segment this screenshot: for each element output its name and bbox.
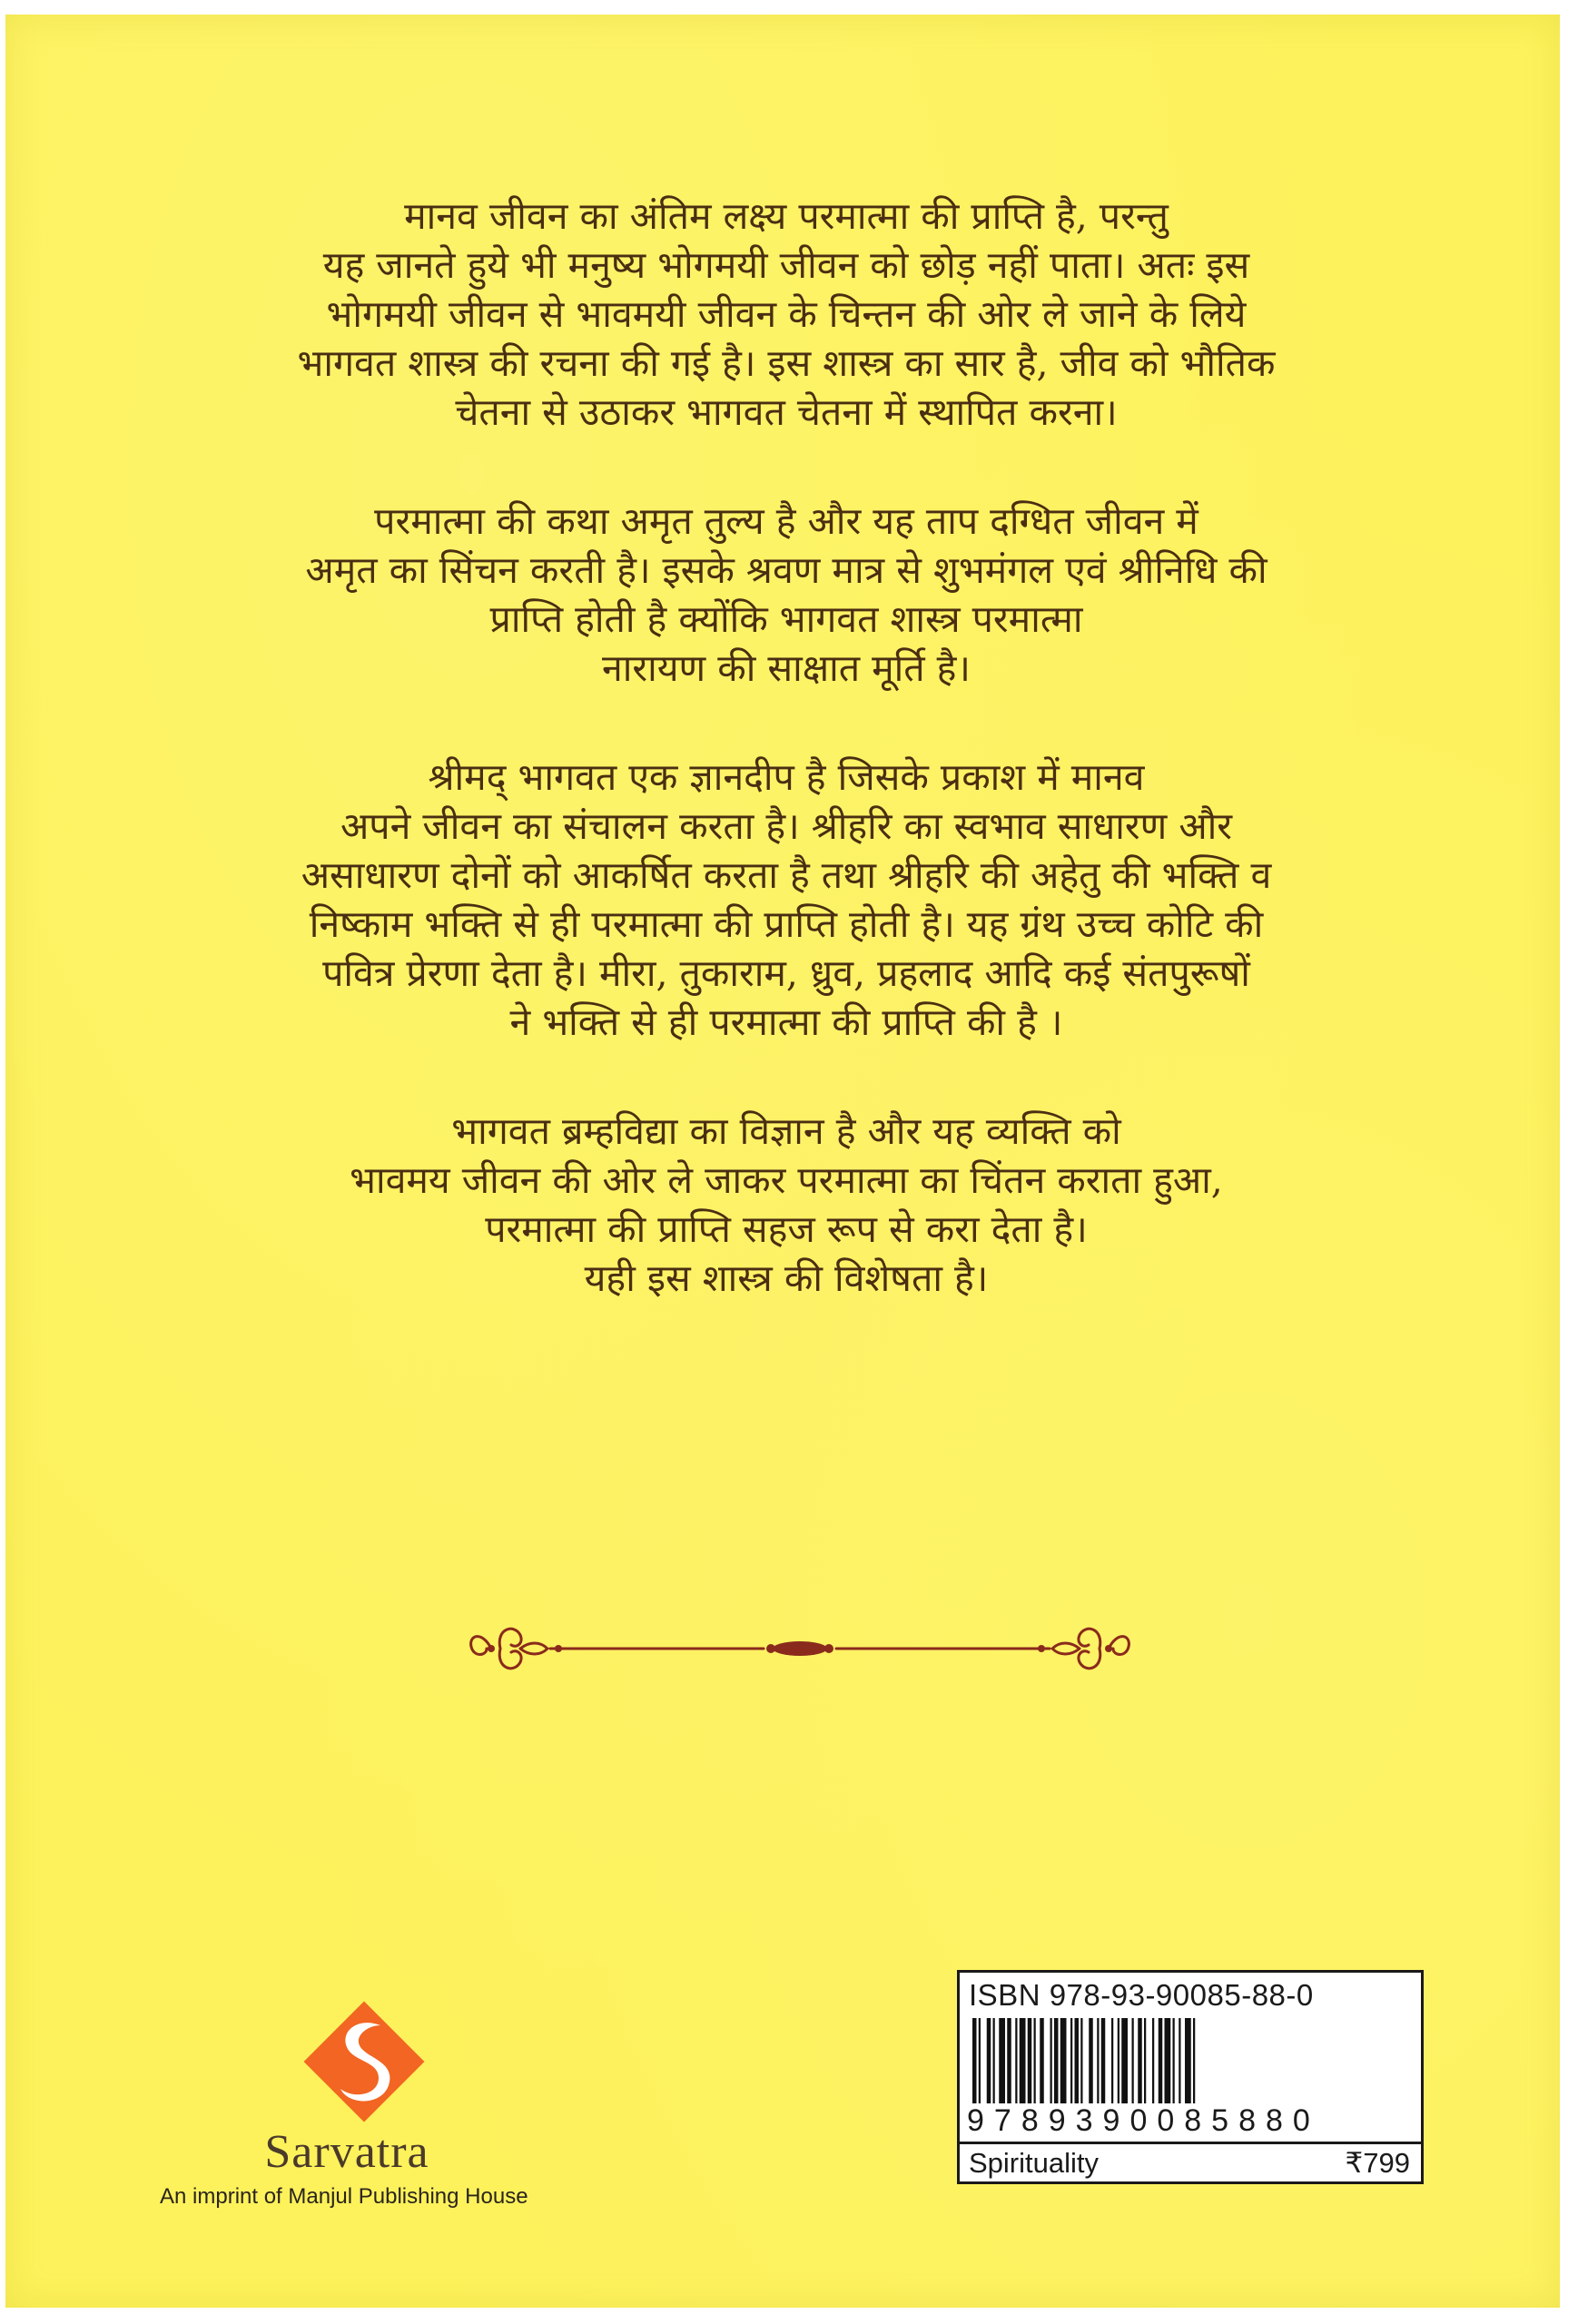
blurb-paragraph-4 [123, 1107, 1449, 1303]
blurb-line: मानव जीवन का अंतिम लक्ष्य परमात्मा की प्राप्ति है, परन्तु [404, 194, 1169, 238]
blurb-paragraph-2 [123, 497, 1449, 693]
isbn-barcode-box [957, 1970, 1424, 2184]
blurb-paragraph-1 [123, 192, 1449, 437]
publisher-logo [160, 1989, 541, 2207]
blurb-line: प्राप्ति होती है क्योंकि भागवत शास्त्र परमात्मा [489, 597, 1083, 641]
blurb-line: चेतना से उठाकर भागवत चेतना में स्थापित करना। [455, 390, 1118, 434]
blurb-line: परमात्मा की कथा अमृत तुल्य है और यह ताप दग्धित जीवन में [374, 499, 1198, 543]
blurb-line: भोगमयी जीवन से भावमयी जीवन के चिन्तन की ओर ले जाने के लिये [326, 292, 1247, 336]
isbn-number: ISBN 978-93-90085-88-0 [969, 1978, 1314, 2012]
blurb-line: निष्काम भक्ति से ही परमात्मा की प्राप्ति होती है। यह ग्रंथ उच्च कोटि की [309, 902, 1264, 946]
isbn-footer-row [960, 2142, 1421, 2184]
blurb-line: भागवत शास्त्र की रचना की गई है। इस शास्त्र का सार है, जीव को भौतिक [297, 341, 1276, 385]
publisher-name: Sarvatra [264, 2126, 429, 2178]
decorative-scroll-divider-icon [464, 1621, 1136, 1676]
blurb-line: यह जानते हुये भी मनुष्य भोगमयी जीवन को छोड़ नहीं पाता। अतः इस [322, 243, 1250, 287]
cover-blurb [123, 192, 1449, 1363]
blurb-line: असाधारण दोनों को आकर्षित करता है तथा श्रीहरि की अहेतु की भक्ति व [301, 853, 1272, 897]
blurb-line: अपने जीवन का संचालन करता है। श्रीहरि का स्वभाव साधारण और [340, 804, 1233, 848]
sarvatra-swan-logo-icon [291, 1989, 437, 2134]
publisher-tagline: An imprint of Manjul Publishing House [160, 2184, 528, 2209]
book-price: ₹799 [1345, 2147, 1410, 2179]
blurb-paragraph-3 [123, 753, 1449, 1047]
blurb-line: अमृत का सिंचन करती है। इसके श्रवण मात्र से शुभमंगल एवं श्रीनिधि की [305, 548, 1267, 592]
blurb-line: ने भक्ति से ही परमात्मा की प्राप्ति की है । [509, 1000, 1063, 1044]
blurb-line: नारायण की साक्षात मूर्ति है। [602, 646, 971, 690]
book-category: Spirituality [969, 2147, 1099, 2179]
blurb-line: पवित्र प्रेरणा देता है। मीरा, तुकाराम, ध्रुव, प्रहलाद आदि कई संतपुरूषों [322, 951, 1250, 995]
blurb-line: भावमय जीवन की ओर ले जाकर परमात्मा का चिंतन कराता हुआ, [350, 1158, 1223, 1202]
blurb-line: श्रीमद् भागवत एक ज्ञानदीप है जिसके प्रकाश में मानव [428, 755, 1145, 799]
blurb-line: भागवत ब्रम्हविद्या का विज्ञान है और यह व्यक्ति को [451, 1109, 1121, 1153]
barcode-digits: 9789390085880 [965, 2103, 1421, 2139]
blurb-line: यही इस शास्त्र की विशेषता है। [584, 1256, 989, 1300]
blurb-line: परमात्मा की प्राप्ति सहज रूप से करा देता है। [485, 1207, 1088, 1251]
back-cover [5, 15, 1560, 2308]
